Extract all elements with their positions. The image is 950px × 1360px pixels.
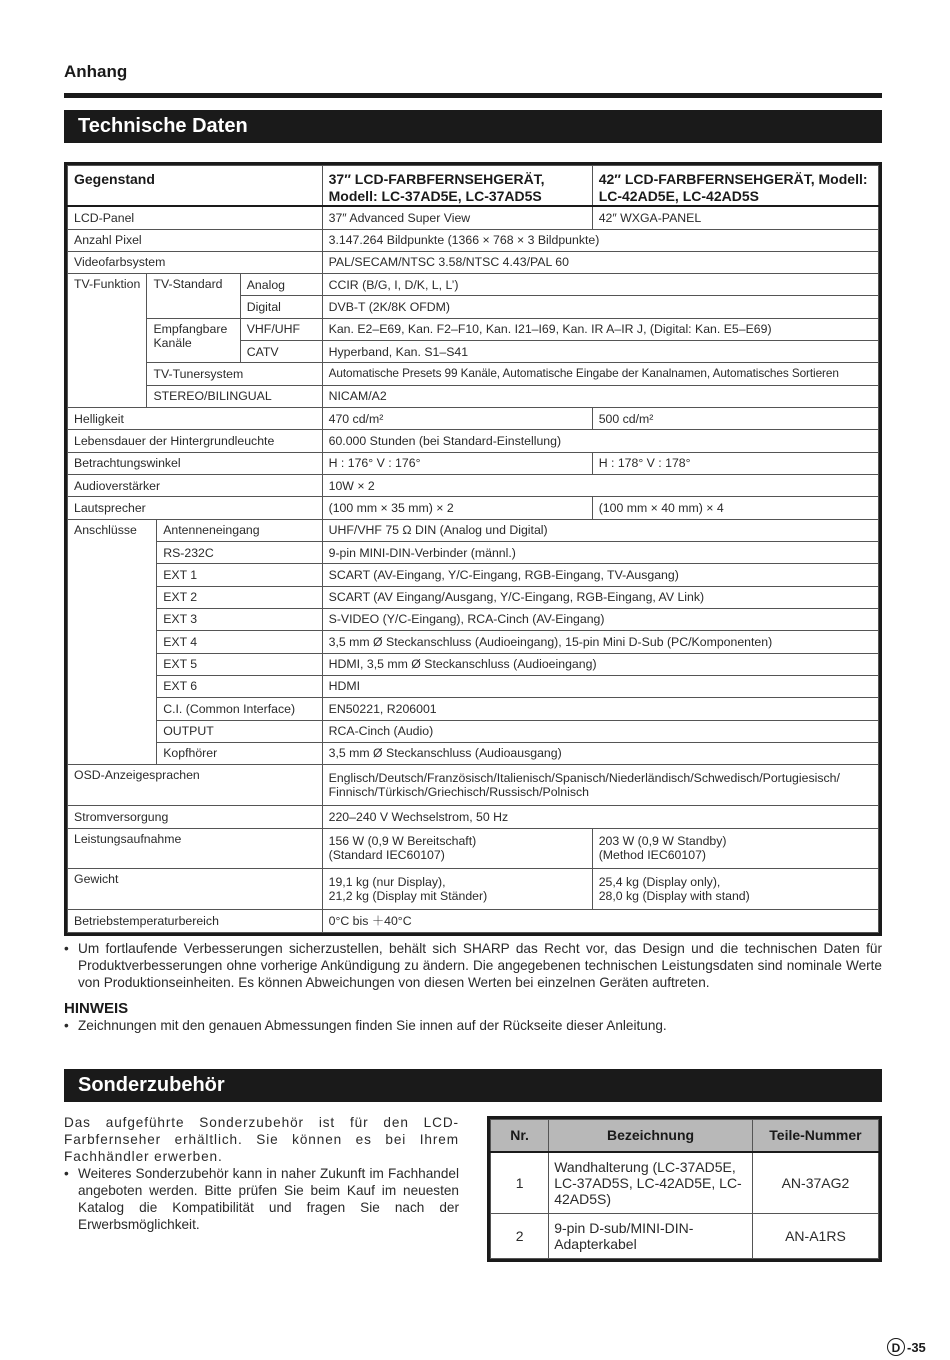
top-rule — [64, 93, 882, 98]
conn-value: RCA-Cinch (Audio) — [322, 720, 878, 742]
spec-value: 42″ WXGA-PANEL — [592, 206, 878, 229]
spec-value: H : 176° V : 176° — [322, 452, 592, 474]
spec-value — [592, 869, 878, 910]
spec-row-conn — [68, 542, 879, 564]
accessory-row — [491, 1214, 879, 1259]
spec-label: TV-Funktion — [68, 274, 147, 408]
page-number-text: -35 — [907, 1339, 926, 1355]
spec-sublabel: TV-Standard — [147, 274, 240, 319]
spec-row-conn — [68, 743, 879, 765]
conn-value: UHF/VHF 75 Ω DIN (Analog und Digital) — [322, 519, 878, 541]
improvement-note-text: Um fortlaufende Verbesserungen sicherzustellen, behält sich SHARP das Recht vor, das Design und die technischen Daten für Produktverbesserungen ohne vorherige Ankündigung zu ändern. Die angegebenen technischen Leistungsdaten sind nominale Werte von Produktionseinheiten. Es können Abweichungen von diesen Werten bei einzelnen Geräten auftreten. — [78, 941, 882, 990]
spec-value: Kan. E2–E69, Kan. F2–F10, Kan. I21–I69, Kan. IR A–IR J, (Digital: Kan. E5–E69) — [322, 318, 878, 340]
spec-row-consumption — [68, 828, 879, 869]
spec-value-line: 156 W (0,9 W Bereitschaft) — [328, 833, 477, 848]
spec-label: Helligkeit — [68, 408, 323, 430]
spec-row-conn — [68, 631, 879, 653]
conn-name: EXT 2 — [157, 586, 322, 608]
conn-name: RS-232C — [157, 542, 322, 564]
accessory-nr: 1 — [491, 1152, 549, 1214]
spec-sublabel: STEREO/BILINGUAL — [147, 385, 322, 407]
spec-sublabel: VHF/UHF — [240, 318, 322, 340]
spec-value: Automatische Presets 99 Kanäle, Automatische Eingabe der Kanalnamen, Automatisches Sortieren — [322, 363, 878, 385]
conn-value: SCART (AV-Eingang, Y/C-Eingang, RGB-Eingang, TV-Ausgang) — [322, 564, 878, 586]
accessories-table — [487, 1116, 882, 1262]
spec-row-amp — [68, 475, 879, 497]
spec-value-line: (Method IEC60107) — [598, 848, 707, 863]
spec-row-weight — [68, 869, 879, 910]
spec-label: Anschlüsse — [68, 519, 157, 765]
conn-value: 9-pin MINI-DIN-Verbinder (männl.) — [322, 542, 878, 564]
acc-header-nr: Nr. — [491, 1120, 549, 1152]
spec-sublabel: Analog — [240, 274, 322, 296]
conn-value: EN50221, R206001 — [322, 698, 878, 720]
conn-name: EXT 4 — [157, 631, 322, 653]
accessory-name: Wandhalterung (LC-37AD5E, LC-37AD5S, LC-42AD5E, LC-42AD5S) — [549, 1152, 753, 1214]
spec-label: OSD-Anzeigesprachen — [68, 765, 323, 806]
spec-label: Gewicht — [68, 869, 323, 910]
spec-row-conn — [68, 609, 879, 631]
spec-row-tv-stereo — [68, 385, 879, 407]
spec-row-conn — [68, 519, 879, 541]
conn-value: HDMI, 3,5 mm Ø Steckanschluss (Audioeingang) — [322, 653, 878, 675]
spec-value: Englisch/Deutsch/Französisch/Italienisch/Spanisch/Niederländisch/Schwedisch/Portugiesisch/ Finnisch/Türkisch/Griechisch/Russisch/Polnisch — [322, 765, 878, 806]
tech-data-heading: Technische Daten — [64, 110, 882, 143]
spec-row-temp — [68, 910, 879, 933]
accessories-header-row — [491, 1120, 879, 1152]
spec-value: H : 178° V : 178° — [592, 452, 878, 474]
spec-value: (100 mm × 40 mm) × 4 — [592, 497, 878, 519]
spec-row-conn — [68, 676, 879, 698]
spec-header-37: 37″ LCD-FARBFERNSEHGERÄT, Modell: LC-37AD5E, LC-37AD5S — [322, 166, 592, 207]
spec-label: Audioverstärker — [68, 475, 323, 497]
conn-value: 3,5 mm Ø Steckanschluss (Audioeingang), 15-pin Mini D-Sub (PC/Komponenten) — [322, 631, 878, 653]
section-label: Anhang — [64, 62, 128, 81]
spec-value — [322, 869, 592, 910]
hinweis-text: Zeichnungen mit den genauen Abmessungen finden Sie innen auf der Rückseite dieser Anleitung. — [78, 1018, 667, 1033]
spec-value: Hyperband, Kan. S1–S41 — [322, 341, 878, 363]
hinweis-note — [64, 1017, 882, 1034]
spec-value: 470 cd/m² — [322, 408, 592, 430]
spec-header-42: 42″ LCD-FARBFERNSEHGERÄT, Modell: LC-42AD5E, LC-42AD5S — [592, 166, 878, 207]
spec-sublabel: Empfangbare Kanäle — [147, 318, 240, 363]
conn-value: 3,5 mm Ø Steckanschluss (Audioausgang) — [322, 743, 878, 765]
spec-value-line: 203 W (0,9 W Standby) — [598, 833, 727, 848]
spec-value — [322, 828, 592, 869]
spec-row-osd — [68, 765, 879, 806]
spec-row-conn — [68, 720, 879, 742]
spec-row-conn — [68, 653, 879, 675]
spec-label: Leistungsaufnahme — [68, 828, 323, 869]
spec-row-speaker — [68, 497, 879, 519]
spec-sublabel: Digital — [240, 296, 322, 318]
accessory-nr: 2 — [491, 1214, 549, 1259]
conn-name: EXT 3 — [157, 609, 322, 631]
bullet-icon: • — [64, 941, 69, 956]
spec-value: 220–240 V Wechselstrom, 50 Hz — [322, 806, 878, 828]
spec-value: NICAM/A2 — [322, 385, 878, 407]
conn-name: Kopfhörer — [157, 743, 322, 765]
spec-label: Lebensdauer der Hintergrundleuchte — [68, 430, 323, 452]
accessory-row — [491, 1152, 879, 1214]
accessories-bullet — [64, 1165, 459, 1233]
spec-value: DVB-T (2K/8K OFDM) — [322, 296, 878, 318]
spec-table — [64, 162, 882, 936]
conn-name: EXT 5 — [157, 653, 322, 675]
spec-value-line: 21,2 kg (Display mit Ständer) — [328, 889, 488, 904]
spec-row-tv-analog — [68, 274, 879, 296]
spec-value: 3.147.264 Bildpunkte (1366 × 768 × 3 Bildpunkte) — [322, 229, 878, 251]
improvement-note — [64, 940, 882, 991]
hinweis-title: HINWEIS — [64, 1000, 129, 1017]
spec-row-angle — [68, 452, 879, 474]
spec-label: Betrachtungswinkel — [68, 452, 323, 474]
acc-header-part: Teile-Nummer — [752, 1120, 878, 1152]
spec-value-line: 25,4 kg (Display only), — [598, 874, 721, 889]
spec-row-lamp — [68, 430, 879, 452]
accessories-bullet-text: Weiteres Sonderzubehör kann in naher Zukunft im Fachhandel angeboten werden. Bitte prüfen Sie beim Kauf im neuesten Katalog die Kompatibilität und fragen Sie nach der Erwerbsmöglichkeit. — [78, 1166, 459, 1232]
spec-value: 0°C bis ＋40°C — [322, 910, 878, 933]
spec-row-conn — [68, 698, 879, 720]
spec-label: Betriebstemperaturbereich — [68, 910, 323, 933]
spec-value: (100 mm × 35 mm) × 2 — [322, 497, 592, 519]
conn-value: SCART (AV Eingang/Ausgang, Y/C-Eingang, RGB-Eingang, AV Link) — [322, 586, 878, 608]
bullet-icon: • — [64, 1166, 69, 1181]
conn-value: HDMI — [322, 676, 878, 698]
spec-value: CCIR (B/G, I, D/K, L, L’) — [322, 274, 878, 296]
spec-label: Stromversorgung — [68, 806, 323, 828]
spec-label: Lautsprecher — [68, 497, 323, 519]
conn-name: EXT 1 — [157, 564, 322, 586]
spec-value: 10W × 2 — [322, 475, 878, 497]
spec-label: Anzahl Pixel — [68, 229, 323, 251]
spec-value-line: 19,1 kg (nur Display), — [328, 874, 446, 889]
spec-sublabel: CATV — [240, 341, 322, 363]
spec-value: PAL/SECAM/NTSC 3.58/NTSC 4.43/PAL 60 — [322, 251, 878, 273]
spec-row-conn — [68, 586, 879, 608]
spec-header-row — [68, 166, 879, 207]
accessories-intro-text: Das aufgeführte Sonderzubehör ist für den LCD-Farbfernseher erhältlich. Sie können es bei Ihrem Fachhändler erwerben. — [64, 1115, 459, 1164]
page-number — [887, 1337, 926, 1357]
spec-value: 500 cd/m² — [592, 408, 878, 430]
acc-header-name: Bezeichnung — [549, 1120, 753, 1152]
spec-row-lcd — [68, 206, 879, 229]
bullet-icon: • — [64, 1018, 69, 1033]
accessory-part: AN-A1RS — [752, 1214, 878, 1259]
language-badge: D — [887, 1338, 905, 1356]
conn-value: S-VIDEO (Y/C-Eingang), RCA-Cinch (AV-Eingang) — [322, 609, 878, 631]
spec-sublabel: TV-Tunersystem — [147, 363, 322, 385]
conn-name: OUTPUT — [157, 720, 322, 742]
spec-row-tv-vhf — [68, 318, 879, 340]
spec-value-line: 28,0 kg (Display with stand) — [598, 889, 750, 904]
spec-header-item: Gegenstand — [68, 166, 323, 207]
spec-value: 60.000 Stunden (bei Standard-Einstellung) — [322, 430, 878, 452]
conn-name: EXT 6 — [157, 676, 322, 698]
spec-row-pixel — [68, 229, 879, 251]
spec-label: LCD-Panel — [68, 206, 323, 229]
accessories-intro — [64, 1114, 459, 1233]
spec-value: 37″ Advanced Super View — [322, 206, 592, 229]
spec-row-brightness — [68, 408, 879, 430]
accessory-part: AN-37AG2 — [752, 1152, 878, 1214]
spec-row-power — [68, 806, 879, 828]
spec-value — [592, 828, 878, 869]
spec-row-tv-tuner — [68, 363, 879, 385]
accessories-heading: Sonderzubehör — [64, 1069, 882, 1102]
spec-label: Videofarbsystem — [68, 251, 323, 273]
spec-row-video — [68, 251, 879, 273]
spec-row-conn — [68, 564, 879, 586]
notes-block — [64, 940, 882, 1034]
conn-name: Antenneneingang — [157, 519, 322, 541]
conn-name: C.I. (Common Interface) — [157, 698, 322, 720]
accessory-name: 9-pin D-sub/MINI-DIN-Adapterkabel — [549, 1214, 753, 1259]
spec-value-line: (Standard IEC60107) — [328, 848, 445, 863]
